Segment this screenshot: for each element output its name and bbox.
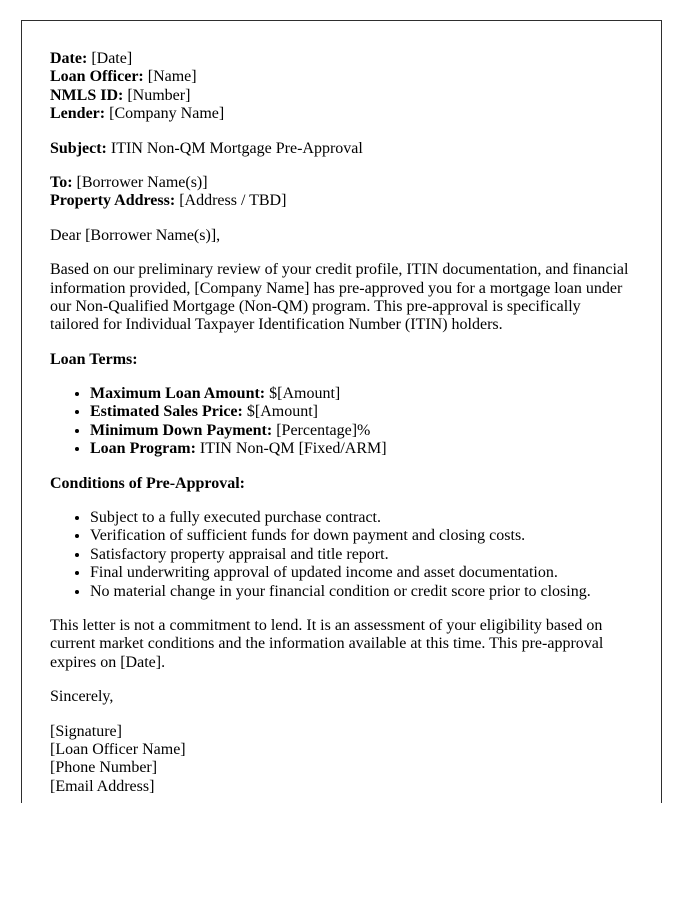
pre-approval-letter <box>21 20 662 803</box>
subject-label: Subject: <box>50 139 107 157</box>
loan-program-label: Loan Program: <box>90 440 196 458</box>
max-loan-amount-label: Maximum Loan Amount: <box>90 385 266 403</box>
max-loan-amount-value: $[Amount] <box>269 385 341 403</box>
loan-terms-list <box>50 385 633 459</box>
property-address-value: [Address / TBD] <box>179 192 287 210</box>
nmls-id-label: NMLS ID: <box>50 86 124 104</box>
subject-value: ITIN Non-QM Mortgage Pre-Approval <box>110 139 363 157</box>
subject-line <box>50 140 633 158</box>
conditions-heading-text: Conditions of Pre-Approval: <box>50 474 245 492</box>
signoff: Sincerely, <box>50 688 114 706</box>
salutation: Dear [Borrower Name(s)], <box>50 226 221 244</box>
signature-block <box>50 723 633 797</box>
property-address-label: Property Address: <box>50 192 176 210</box>
phone-number-placeholder: [Phone Number] <box>50 759 158 777</box>
lender-label: Lender: <box>50 105 106 123</box>
list-item: • Satisfactory property appraisal and title report. <box>90 546 633 564</box>
intro-paragraph: Based on our preliminary review of your credit profile, ITIN documentation, and financial information provided, [Company Name] has pre-approved you for a mortgage loan under our Non-Qualified Mortgage (Non-QM) program. This pre-approval is specifically tailored for Individual Taxpayer Identification Number (ITIN) holders. <box>50 261 629 334</box>
list-item: • Verification of sufficient funds for down payment and closing costs. <box>90 527 633 545</box>
list-item <box>90 440 633 458</box>
min-down-payment-value: [Percentage]% <box>276 421 371 439</box>
estimated-sales-price-value: $[Amount] <box>246 403 318 421</box>
list-item: • Final underwriting approval of updated income and asset documentation. <box>90 564 633 582</box>
list-item: • Subject to a fully executed purchase contract. <box>90 509 633 527</box>
loan-terms-heading <box>50 351 633 369</box>
conditions-list <box>50 509 633 601</box>
to-value: [Borrower Name(s)] <box>76 173 208 191</box>
list-item <box>90 403 633 421</box>
date-label: Date: <box>50 50 88 67</box>
date-value: [Date] <box>91 50 133 67</box>
letter-header-block <box>50 50 633 124</box>
signature-placeholder: [Signature] <box>50 722 122 740</box>
loan-program-value: ITIN Non-QM [Fixed/ARM] <box>199 440 387 458</box>
loan-officer-label: Loan Officer: <box>50 68 144 86</box>
list-item: • No material change in your financial condition or credit score prior to closing. <box>90 583 633 601</box>
min-down-payment-label: Minimum Down Payment: <box>90 421 273 439</box>
list-item <box>90 422 633 440</box>
estimated-sales-price-label: Estimated Sales Price: <box>90 403 243 421</box>
loan-officer-name-placeholder: [Loan Officer Name] <box>50 740 186 758</box>
to-label: To: <box>50 173 73 191</box>
conditions-heading <box>50 475 633 493</box>
nmls-id-value: [Number] <box>127 86 191 104</box>
email-address-placeholder: [Email Address] <box>50 777 155 795</box>
list-item <box>90 385 633 403</box>
closing-paragraph: This letter is not a commitment to lend. It is an assessment of your eligibility based on current market conditions and the information available at this time. This pre-approval expires on [Date]. <box>50 616 604 671</box>
lender-value: [Company Name] <box>109 105 225 123</box>
loan-officer-value: [Name] <box>147 68 197 86</box>
loan-terms-heading-text: Loan Terms: <box>50 350 138 368</box>
recipient-block <box>50 174 633 211</box>
